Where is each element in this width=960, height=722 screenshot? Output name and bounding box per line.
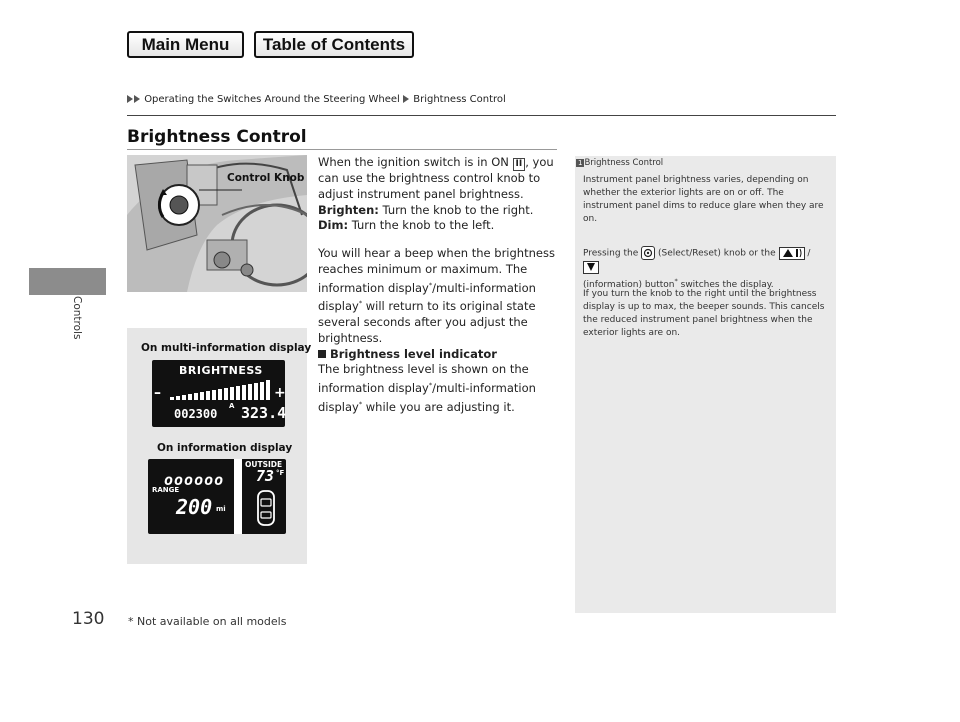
breadcrumb-current: Brightness Control — [413, 94, 506, 105]
indicator-paragraph: The brightness level is shown on the information display*/multi-information display* while you are adjusting it. — [318, 362, 536, 414]
sub-heading: Brightness level indicator — [318, 347, 566, 363]
minus-sign: – — [154, 385, 161, 401]
outside-temp: 73 — [256, 467, 275, 485]
main-body-text — [318, 155, 566, 415]
odometer-readout: 002300 — [174, 407, 218, 421]
breadcrumb-arrow-icon — [134, 95, 140, 103]
breadcrumb-arrow-icon — [127, 95, 133, 103]
multi-display-label: On multi-information display — [141, 342, 312, 354]
note-marker: 1 — [578, 159, 583, 167]
beep-paragraph: You will hear a beep when the brightness reaches minimum or maximum. The information display*/multi-information display* will return to its original state several seconds after you adjust the brightness. — [318, 246, 555, 345]
info-up-button-icon — [779, 247, 805, 260]
intro-paragraph: When the ignition switch is in ON II , you can use the brightness control knob to adjust instrument panel brightness. — [318, 155, 554, 201]
plus-sign: + — [274, 385, 286, 401]
section-tab-label: Controls — [71, 296, 83, 340]
breadcrumb — [127, 94, 506, 105]
ignition-position-badge: II — [513, 158, 526, 171]
square-bullet-icon — [318, 350, 326, 358]
footnote: * Not available on all models — [128, 615, 287, 628]
info-display-label: On information display — [157, 442, 293, 454]
brighten-line: Brighten: Turn the knob to the right. — [318, 202, 534, 217]
range-value: 200 — [176, 495, 213, 519]
breadcrumb-arrow-icon — [403, 95, 409, 103]
brightness-bar-graph — [162, 377, 282, 401]
trip-readout: 323.4 — [241, 404, 287, 422]
select-reset-knob-icon — [641, 246, 655, 260]
main-menu-button[interactable]: Main Menu — [127, 31, 244, 58]
header-rule — [127, 115, 836, 116]
page-title: Brightness Control — [127, 127, 307, 147]
range-segments: oooooo — [164, 471, 225, 489]
control-knob-callout: Control Knob — [227, 172, 305, 184]
steering-wheel-illustration — [127, 155, 307, 292]
sidebar-note-p3: If you turn the knob to the right until the brightness display is up to max, the beeper sounds. This cancels the reduced instrument panel brightness when the exterior lights are on. — [583, 289, 825, 338]
table-of-contents-button[interactable]: Table of Contents — [254, 31, 414, 58]
sidebar-note-heading: 1 Brightness Control — [578, 158, 664, 168]
dim-line: Dim: Turn the knob to the left. — [318, 218, 495, 233]
outside-label: OUTSIDE — [245, 460, 283, 469]
display-divider — [234, 459, 242, 534]
sidebar-note-p2: Pressing the (Select/Reset) knob or the / (information) button* switches the display. — [583, 246, 828, 292]
brightness-heading: BRIGHTNESS — [179, 364, 263, 377]
section-tab[interactable] — [29, 268, 106, 295]
trip-letter: A — [229, 402, 235, 410]
range-unit: mi — [216, 505, 226, 513]
temp-unit: °F — [276, 469, 285, 477]
car-icon — [255, 489, 277, 527]
range-label: RANGE — [152, 486, 180, 494]
info-down-button-icon — [583, 261, 599, 274]
multi-information-display — [152, 360, 285, 427]
display-illustration — [127, 328, 312, 564]
breadcrumb-parent-link[interactable]: Operating the Switches Around the Steering Wheel — [144, 94, 400, 105]
page-number: 130 — [72, 609, 105, 629]
information-display — [148, 459, 286, 534]
title-rule — [127, 149, 557, 150]
sidebar-note-p1: Instrument panel brightness varies, depending on whether the exterior lights are on or off. The instrument panel dims to reduce glare when they are on. — [583, 175, 824, 224]
